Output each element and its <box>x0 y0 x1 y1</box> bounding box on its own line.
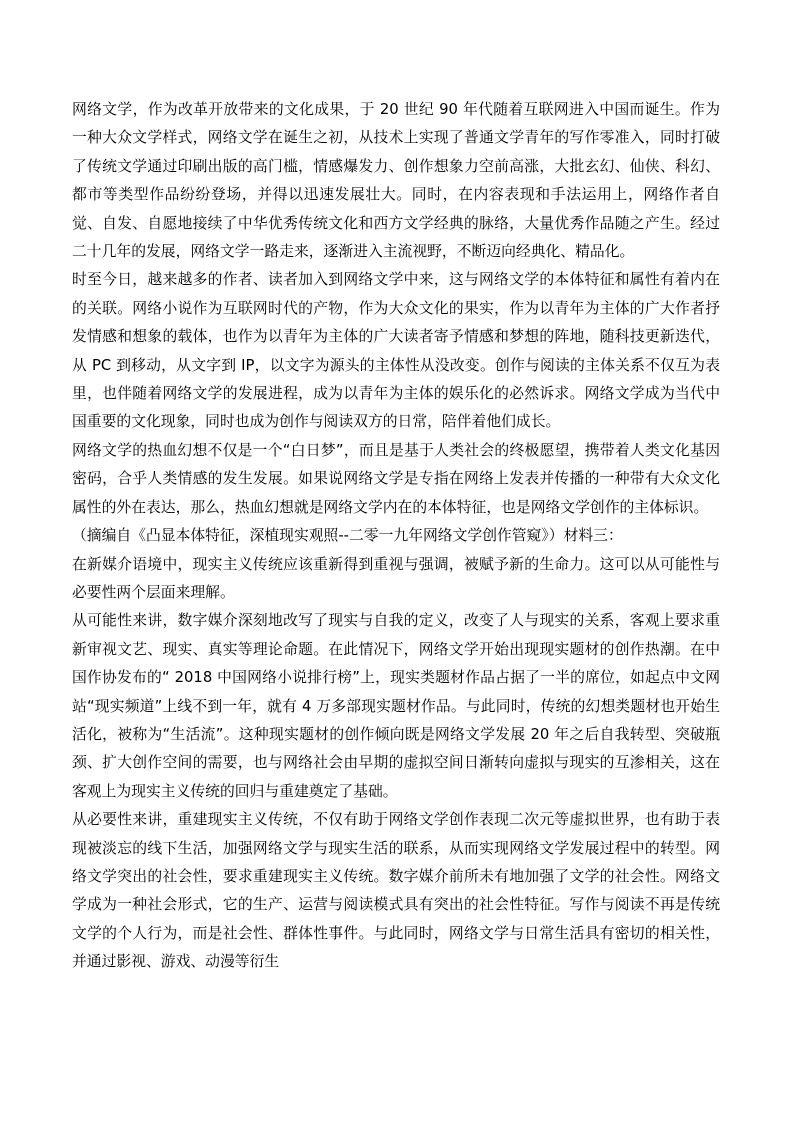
paragraph-reasons: 时至今日，越来越多的作者、读者加入到网络文学中来，这与网络文学的本体特征和属性有着内在的关联。网络小说作为互联网时代的产物，作为大众文化的果实，作为以青年为主体的广大作者抒发情感和想象的载体，也作为以青年为主体的广大读者寄予情感和梦想的阵地，随科技更新迭代，从 PC 到移动，从文字到 IP，以文字为源头的主体性从没改变。创作与阅读的主体关系不仅互为表里，也伴随着网络文学的发展进程，成为以青年为主体的娱乐化的必然诉求。网络文学成为当代中国重要的文化现象，同时也成为创作与阅读双方的日常，陪伴着他们成长。 <box>72 271 720 431</box>
paragraph-source-citation: （摘编自《凸显本体特征，深植现实观照--二零一九年网络文学创作管窥》）材料三： <box>72 527 623 545</box>
paragraph-necessity: 从必要性来讲，重建现实主义传统，不仅有助于网络文学创作表现二次元等虚拟世界，也有助于表现被淡忘的线下生活，加强网络文学与现实生活的联系，从而实现网络文学发展过程中的转型。网络文学突出的社会性，要求重建现实主义传统。数字媒介前所未有地加强了文学的社会性。网络文学成为一种社会形式，它的生产、运营与阅读模式具有突出的社会性特征。写作与阅读不再是传统文学的个人行为，而是社会性、群体性事件。与此同时，网络文学与日常生活具有密切的相关性，并通过影视、游戏、动漫等衍生 <box>72 811 720 971</box>
paragraph-realism-intro: 在新媒介语境中，现实主义传统应该重新得到重视与强调，被赋予新的生命力。这可以从可能性与必要性两个层面来理解。 <box>72 555 720 601</box>
paragraph-fantasy: 网络文学的热血幻想不仅是一个“白日梦”，而且是基于人类社会的终极愿望，携带着人类文化基因密码，合乎人类情感的发生发展。如果说网络文学是专指在网络上发表并传播的一种带有大众文化属性的外在表达，那么，热血幻想就是网络文学内在的本体特征，也是网络文学创作的主体标识。 <box>72 441 720 516</box>
document-page <box>72 96 720 977</box>
paragraph-possibility: 从可能性来讲，数字媒介深刻地改写了现实与自我的定义，改变了人与现实的关系，客观上要求重新审视文艺、现实、真实等理论命题。在此情况下，网络文学开始出现现实题材的创作热潮。在中国作协发布的“ 2018 中国网络小说排行榜”上，现实类题材作品占据了一半的席位，如起点中文网站“现实频道”上线不到一年，就有 4 万多部现实题材作品。与此同时，传统的幻想类题材也开始生活化，被称为“生活流”。这种现实题材的创作倾向既是网络文学发展 20 年之后自我转型、突破瓶颈、扩大创作空间的需要，也与网络社会由早期的虚拟空间日渐转向虚拟与现实的互渗相关，这在客观上为现实主义传统的回归与重建奠定了基础。 <box>72 612 720 800</box>
paragraph-origin: 网络文学，作为改革开放带来的文化成果，于 20 世纪 90 年代随着互联网进入中国而诞生。作为一种大众文学样式，网络文学在诞生之初，从技术上实现了普通文学青年的写作零准入，同时打破了传统文学通过印刷出版的高门槛，情感爆发力、创作想象力空前高涨，大批玄幻、仙侠、科幻、都市等类型作品纷纷登场，并得以迅速发展壮大。同时，在内容表现和手法运用上，网络作者自觉、自发、自愿地接续了中华优秀传统文化和西方文学经典的脉络，大量优秀作品随之产生。经过二十几年的发展，网络文学一路走来，逐渐进入主流视野，不断迈向经典化、精品化。 <box>72 101 720 261</box>
